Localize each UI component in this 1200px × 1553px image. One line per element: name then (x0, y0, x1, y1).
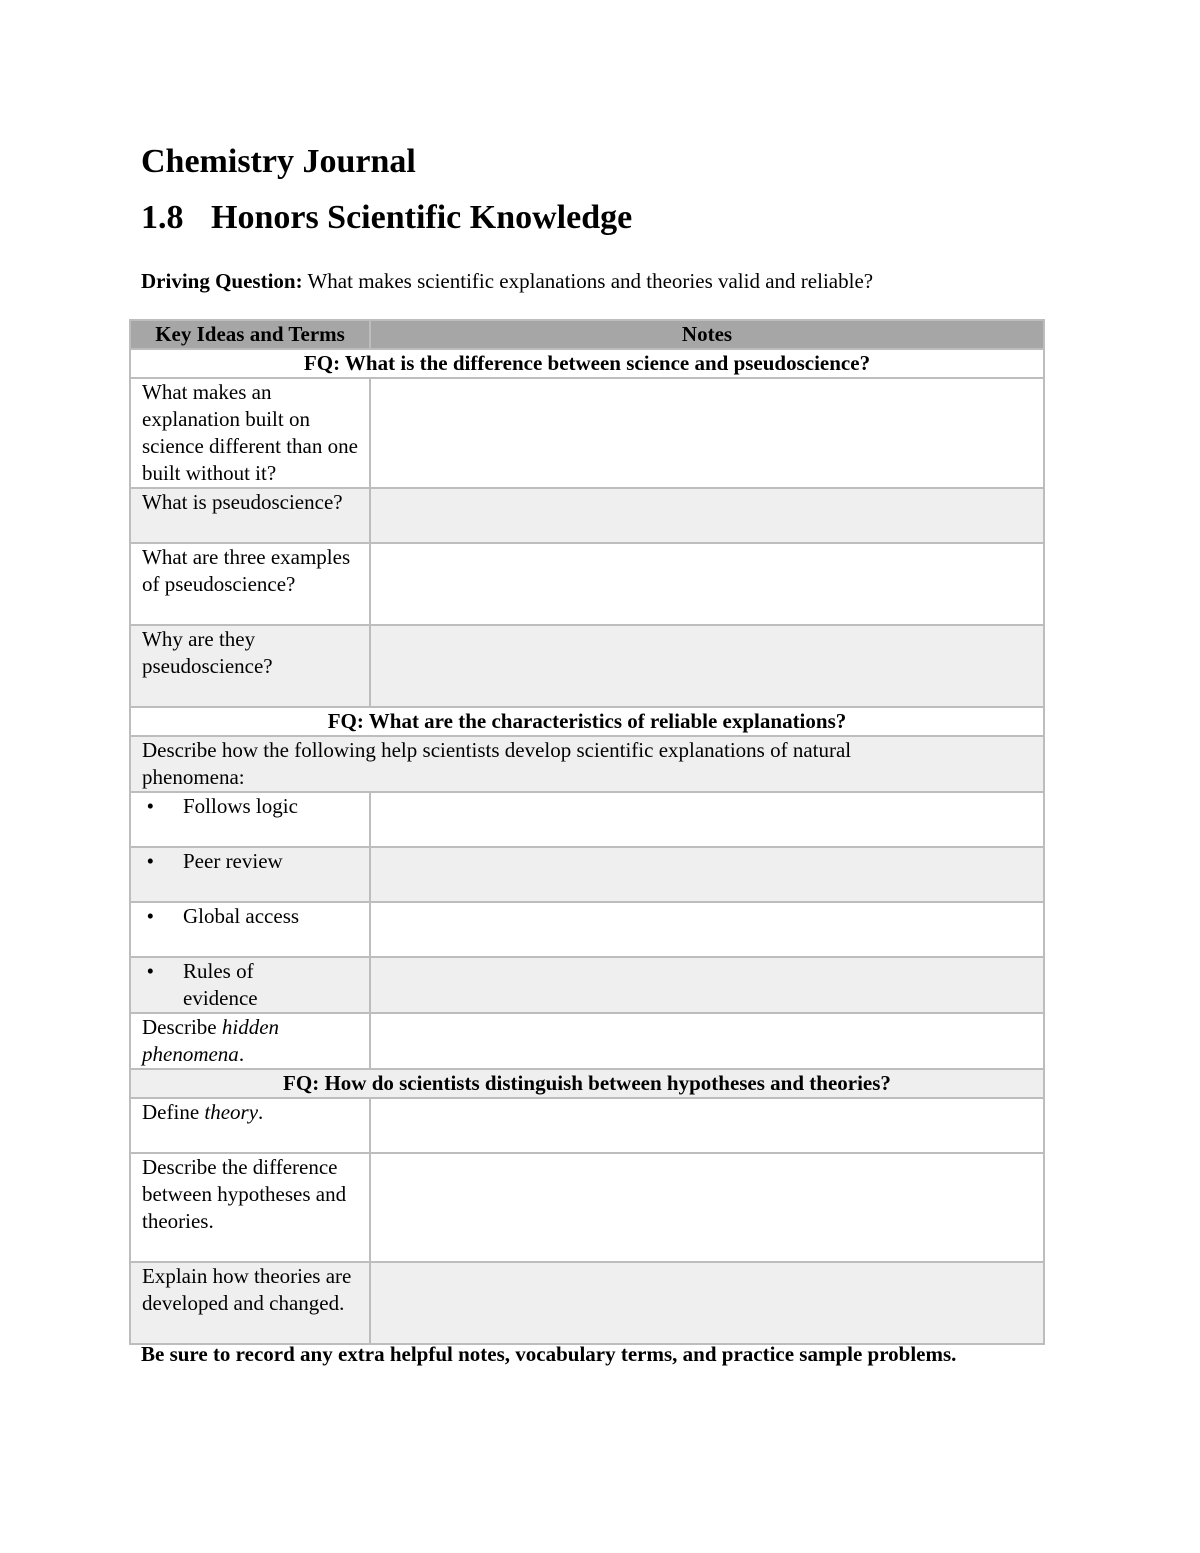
table-row (130, 736, 1044, 792)
key-idea-cell: Explain how theories are developed and changed. (130, 1262, 370, 1344)
table-row (130, 625, 1044, 707)
focus-question-row (130, 707, 1044, 736)
key-idea-cell: What is pseudoscience? (130, 488, 370, 543)
notes-cell[interactable] (370, 957, 1044, 1013)
table-row (130, 488, 1044, 543)
notes-cell[interactable] (370, 378, 1044, 488)
driving-question (141, 266, 873, 296)
notes-cell[interactable] (370, 625, 1044, 707)
table-row (130, 1153, 1044, 1262)
journal-table (129, 319, 1045, 1345)
table-row (130, 1013, 1044, 1069)
bullet-item (130, 957, 370, 1013)
describe-intro-cell: Describe how the following help scientists develop scientific explanations of natural phenomena: (130, 736, 1044, 792)
key-idea-cell: Define theory. (130, 1098, 370, 1153)
focus-question-2: FQ: What are the characteristics of reliable explanations? (130, 707, 1044, 736)
key-idea-cell: Describe hidden phenomena. (130, 1013, 370, 1069)
driving-question-text: What makes scientific explanations and theories valid and reliable? (302, 269, 874, 293)
section-number: 1.8 (141, 199, 184, 236)
section-title: Honors Scientific Knowledge (211, 199, 633, 236)
bullet-item (130, 902, 370, 957)
bullet-icon: • (146, 849, 154, 873)
table-header-row (130, 320, 1044, 349)
bullet-text: Follows logic (183, 794, 298, 818)
key-idea-cell: What makes an explanation built on science different than one built without it? (130, 378, 370, 488)
key-idea-cell: What are three examples of pseudoscience? (130, 543, 370, 625)
italic-term: theory (204, 1100, 259, 1124)
table-row (130, 1098, 1044, 1153)
notes-cell[interactable] (370, 1013, 1044, 1069)
notes-cell[interactable] (370, 902, 1044, 957)
notes-cell[interactable] (370, 1098, 1044, 1153)
focus-question-row (130, 349, 1044, 378)
bullet-text: Peer review (183, 849, 283, 873)
focus-question-row (130, 1069, 1044, 1098)
notes-cell[interactable] (370, 792, 1044, 847)
bullet-icon: • (146, 904, 154, 928)
notes-cell[interactable] (370, 543, 1044, 625)
focus-question-1: FQ: What is the difference between science and pseudoscience? (130, 349, 1044, 378)
table-row (130, 543, 1044, 625)
italic-term: hidden phenomena (142, 1015, 280, 1066)
footer-instruction: Be sure to record any extra helpful notes, vocabulary terms, and practice sample problems. (141, 1342, 957, 1366)
bullet-text: Rules of evidence (183, 959, 258, 1010)
notes-cell[interactable] (370, 1153, 1044, 1262)
key-idea-cell: Why are they pseudoscience? (130, 625, 370, 707)
bullet-icon: • (146, 959, 154, 983)
column-header-notes: Notes (370, 320, 1044, 349)
bullet-item (130, 847, 370, 902)
table-row (130, 792, 1044, 847)
focus-question-3: FQ: How do scientists distinguish between hypotheses and theories? (130, 1069, 1044, 1098)
column-header-key-ideas: Key Ideas and Terms (130, 320, 370, 349)
notes-cell[interactable] (370, 488, 1044, 543)
table-row (130, 378, 1044, 488)
section-heading (141, 196, 632, 240)
table-row (130, 847, 1044, 902)
table-row (130, 957, 1044, 1013)
notes-cell[interactable] (370, 1262, 1044, 1344)
bullet-icon: • (146, 794, 154, 818)
driving-question-label: Driving Question: (141, 269, 303, 293)
bullet-text: Global access (183, 904, 300, 928)
bullet-item (130, 792, 370, 847)
page-title: Chemistry Journal (141, 143, 416, 180)
notes-cell[interactable] (370, 847, 1044, 902)
key-idea-cell: Describe the difference between hypotheses and theories. (130, 1153, 370, 1262)
table-row (130, 1262, 1044, 1344)
table-row (130, 902, 1044, 957)
